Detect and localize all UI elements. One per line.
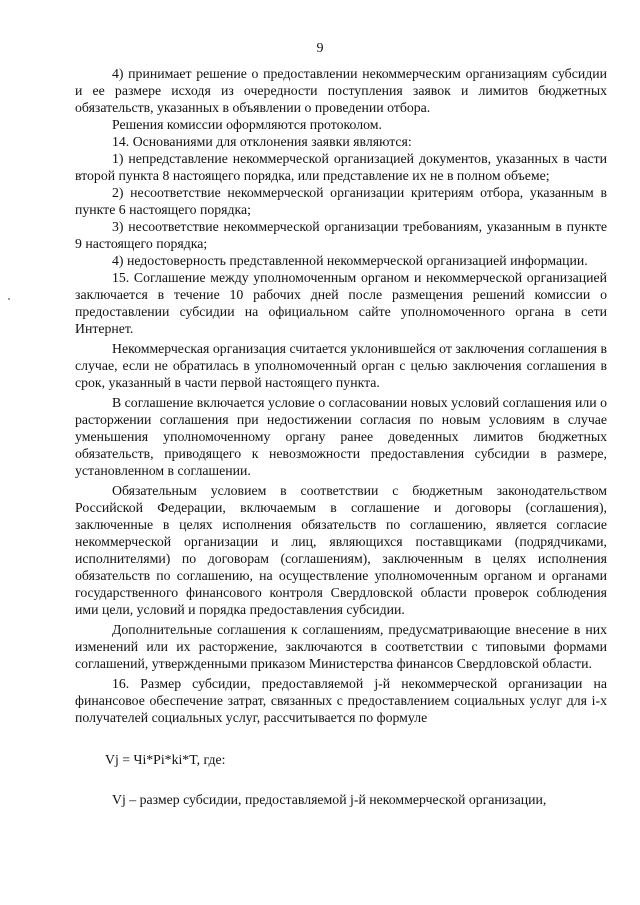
paragraph-commission-protocol: Решения комиссии оформляются протоколом. [112, 117, 382, 132]
paragraph-14-item-4: 4) недостоверность представленной некоммерческой организацией информации. [112, 253, 588, 268]
paragraph-15-mandatory-condition: Обязательным условием в соответствии с бюджетным законодательством Российской Федерации, включаемым в соглашение и договоры (соглашения), заключенные в целях исполнения обязательств по соглашению, является согласие некоммерческой организации и лиц, являющихся поставщиками (подрядчиками, исполнителями) по договорам (соглашениям), заключенным в целях исполнения обязательств по соглашению, на осуществление уполномоченным органом и органами государственного финансового контроля Свердловской области проверок соблюдения ими цели, условий и порядка предоставления субсидии. [75, 483, 607, 617]
paragraph-14-heading: 14. Основаниями для отклонения заявки являются: [112, 134, 412, 149]
paragraph-15: 15. Соглашение между уполномоченным органом и некоммерческой организацией заключается в течение 10 рабочих дней после размещения решений комиссии о предоставлении субсидии на официальном сайте уполномоченного органа в сети Интернет. [75, 270, 607, 336]
paragraph-4-decision: 4) принимает решение о предоставлении некоммерческим организациям субсидии и ее размере исходя из очередности поступления заявок и лимитов бюджетных обязательств, указанных в объявлении о проведении отбора. [75, 66, 607, 115]
formula-definition-vj: Vj – размер субсидии, предоставляемой j-й некоммерческой организации, [112, 792, 547, 807]
paragraph-14-item-1: 1) непредставление некоммерческой организацией документов, указанных в части второй пункта 8 настоящего порядка, или представление их не в полном объеме; [75, 151, 607, 183]
subsidy-formula: Vj = Чi*Pi*ki*T, где: [105, 752, 226, 767]
document-body [75, 65, 607, 808]
paragraph-15-evasion: Некоммерческая организация считается уклонившейся от заключения соглашения в случае, если не обратилась в уполномоченный орган с целью заключения соглашения в срок, указанный в части первой настоящего пункта. [75, 341, 607, 390]
paragraph-15-new-conditions: В соглашение включается условие о согласовании новых условий соглашения или о расторжении соглашения при недостижении согласия по новым условиям в случае уменьшения уполномоченному органу ранее доведенных лимитов бюджетных обязательств, приводящего к невозможности предоставления субсидии в размере, установленном в соглашении. [75, 395, 607, 478]
paragraph-14-item-3: 3) несоответствие некоммерческой организации требованиям, указанным в пункте 9 настоящего порядка; [75, 219, 607, 251]
paragraph-16: 16. Размер субсидии, предоставляемой j-й некоммерческой организации на финансовое обеспечение затрат, связанных с предоставлением социальных услуг для i-х получателей социальных услуг, рассчитывается по формуле [75, 676, 607, 725]
page-number: 9 [316, 41, 324, 56]
scan-speck [8, 298, 10, 300]
paragraph-14-item-2: 2) несоответствие некоммерческой организации критериям отбора, указанным в пункте 6 настоящего порядка; [75, 185, 607, 217]
paragraph-15-additional-agreements: Дополнительные соглашения к соглашениям, предусматривающие внесение в них изменений или их расторжение, заключаются в соответствии с типовыми формами соглашений, утвержденными приказом Министерства финансов Свердловской области. [75, 622, 607, 671]
